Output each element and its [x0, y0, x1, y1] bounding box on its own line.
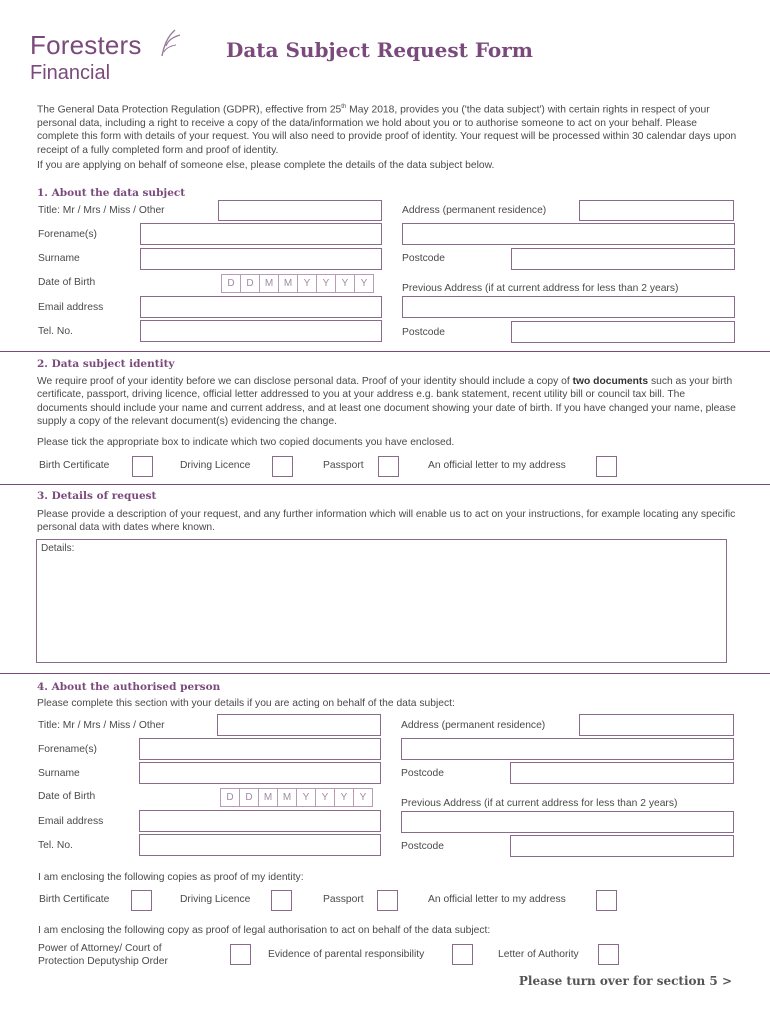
section-divider: [0, 351, 770, 352]
dob-digit[interactable]: D: [220, 788, 240, 807]
auth-surname-label: Surname: [38, 768, 80, 779]
auth-passport-checkbox[interactable]: [377, 890, 398, 911]
section-divider: [0, 484, 770, 485]
dob-label: Date of Birth: [38, 277, 96, 288]
postcode-field[interactable]: [511, 248, 735, 270]
dob-field[interactable]: [222, 274, 374, 293]
dob-digit[interactable]: D: [239, 788, 259, 807]
opt-passport-label: Passport: [323, 460, 364, 471]
enclosing-authority-text: I am enclosing the following copy as proof of legal authorisation to act on behalf of the data subject:: [38, 925, 491, 936]
auth-postcode2-field[interactable]: [510, 835, 734, 857]
auth-birth-certificate-checkbox[interactable]: [131, 890, 152, 911]
prev-address-label: Previous Address (if at current address for less than 2 years): [402, 283, 679, 294]
auth-forename-label: Forename(s): [38, 744, 97, 755]
surname-field[interactable]: [140, 248, 382, 270]
auth-email-label: Email address: [38, 816, 104, 827]
authorised-intro: Please complete this section with your details if you are acting on behalf of the data subject:: [37, 698, 455, 709]
tel-label: Tel. No.: [38, 326, 73, 337]
letter-of-authority-checkbox[interactable]: [598, 944, 619, 965]
auth-address-field[interactable]: [579, 714, 734, 736]
auth-tel-field[interactable]: [139, 834, 381, 856]
auth-opt-official-letter-label: An official letter to my address: [428, 894, 566, 905]
auth-forename-field[interactable]: [139, 738, 381, 760]
auth-title-field[interactable]: [217, 714, 381, 736]
dob-digit[interactable]: M: [277, 788, 297, 807]
turn-over-note: Please turn over for section 5 >: [518, 974, 732, 988]
dob-digit[interactable]: D: [240, 274, 260, 293]
brand-subname: Financial: [30, 62, 111, 84]
poa-checkbox[interactable]: [230, 944, 251, 965]
auth-postcode-field[interactable]: [510, 762, 734, 784]
letter-of-authority-label: Letter of Authority: [498, 949, 579, 960]
title-field[interactable]: [218, 200, 382, 221]
details-textarea[interactable]: [36, 539, 727, 663]
postcode2-field[interactable]: [511, 321, 735, 343]
address-field[interactable]: [579, 200, 734, 221]
auth-postcode2-label: Postcode: [401, 841, 444, 852]
auth-opt-driving-licence-label: Driving Licence: [180, 894, 251, 905]
auth-prev-address-field[interactable]: [401, 811, 734, 833]
postcode-label: Postcode: [402, 253, 445, 264]
passport-checkbox[interactable]: [378, 456, 399, 477]
section2-heading: 2. Data subject identity: [37, 358, 175, 370]
form-title: Data Subject Request Form: [226, 38, 533, 62]
parental-responsibility-label: Evidence of parental responsibility: [268, 949, 425, 960]
auth-address-line2-field[interactable]: [401, 738, 734, 760]
auth-dob-field[interactable]: [221, 788, 373, 807]
details-label: Details:: [41, 543, 75, 554]
identity-instruction: Please tick the appropriate box to indicate which two copied documents you have enclosed.: [37, 437, 455, 448]
enclosing-identity-text: I am enclosing the following copies as proof of my identity:: [38, 872, 304, 883]
auth-dob-label: Date of Birth: [38, 791, 96, 802]
dob-digit[interactable]: Y: [353, 788, 373, 807]
auth-prev-address-label: Previous Address (if at current address for less than 2 years): [401, 798, 678, 809]
tel-field[interactable]: [140, 320, 382, 342]
dob-digit[interactable]: Y: [354, 274, 374, 293]
section4-heading: 4. About the authorised person: [37, 681, 221, 693]
dob-digit[interactable]: Y: [316, 274, 336, 293]
parental-responsibility-checkbox[interactable]: [452, 944, 473, 965]
auth-surname-field[interactable]: [139, 762, 381, 784]
forename-field[interactable]: [140, 223, 382, 245]
address-line2-field[interactable]: [402, 223, 735, 245]
poa-label: Power of Attorney/ Court of Protection Deputyship Order: [38, 943, 168, 967]
auth-opt-birth-cert-label: Birth Certificate: [39, 894, 110, 905]
dob-digit[interactable]: Y: [297, 274, 317, 293]
opt-birth-cert-label: Birth Certificate: [39, 460, 110, 471]
dob-digit[interactable]: Y: [315, 788, 335, 807]
dob-digit[interactable]: D: [221, 274, 241, 293]
identity-paragraph: We require proof of your identity before we can disclose personal data. Proof of your identity should include a copy of two documents such as your birth certificate, passport, driving licence, official letter addressed to you at your address e.g. bank statement, recent utility bill or council tax bill. The documents should include your name and current address, and at least one document showing your date of birth. If you have changed your name, please supply a copy of the relevant document(s) evidencing the change.: [37, 376, 736, 428]
section-divider: [0, 673, 770, 674]
forename-label: Forename(s): [38, 229, 97, 240]
auth-tel-label: Tel. No.: [38, 840, 73, 851]
dob-digit[interactable]: Y: [334, 788, 354, 807]
postcode2-label: Postcode: [402, 327, 445, 338]
email-field[interactable]: [140, 296, 382, 318]
birth-certificate-checkbox[interactable]: [132, 456, 153, 477]
opt-official-letter-label: An official letter to my address: [428, 460, 566, 471]
auth-postcode-label: Postcode: [401, 768, 444, 779]
title-label: Title: Mr / Mrs / Miss / Other: [38, 205, 165, 216]
leaf-logo-icon: [158, 28, 184, 58]
dob-digit[interactable]: Y: [296, 788, 316, 807]
dob-digit[interactable]: M: [258, 788, 278, 807]
request-instruction: Please provide a description of your request, and any further information which will enable us to act on your instructions, for example locating any specific personal data with dates where known.: [37, 509, 736, 534]
driving-licence-checkbox[interactable]: [272, 456, 293, 477]
auth-opt-passport-label: Passport: [323, 894, 364, 905]
dob-digit[interactable]: M: [259, 274, 279, 293]
prev-address-field[interactable]: [402, 296, 735, 318]
official-letter-checkbox[interactable]: [596, 456, 617, 477]
auth-email-field[interactable]: [139, 810, 381, 832]
address-label: Address (permanent residence): [402, 205, 547, 216]
auth-address-label: Address (permanent residence): [401, 720, 546, 731]
surname-label: Surname: [38, 253, 80, 264]
section3-heading: 3. Details of request: [37, 490, 157, 502]
intro-paragraph: The General Data Protection Regulation (GDPR), effective from 25th May 2018, provides you ('the data subject') with certain rights in respect of your personal data, including a right to receive a copy of the data/information we hold about you or to authorise someone to act on your behalf. Please complete this form with details of your request. You will also need to provide proof of identity. Your request will be processed within 30 calendar days upon receipt of a fully completed form and proof of identity.: [37, 104, 737, 156]
section1-heading: 1. About the data subject: [37, 187, 186, 199]
auth-driving-licence-checkbox[interactable]: [271, 890, 292, 911]
auth-title-label: Title: Mr / Mrs / Miss / Other: [38, 720, 165, 731]
email-label: Email address: [38, 302, 104, 313]
opt-driving-licence-label: Driving Licence: [180, 460, 251, 471]
brand-name: Foresters: [30, 30, 142, 60]
dob-digit[interactable]: Y: [335, 274, 355, 293]
dob-digit[interactable]: M: [278, 274, 298, 293]
intro-note: If you are applying on behalf of someone else, please complete the details of the data subject below.: [37, 160, 495, 171]
auth-official-letter-checkbox[interactable]: [596, 890, 617, 911]
